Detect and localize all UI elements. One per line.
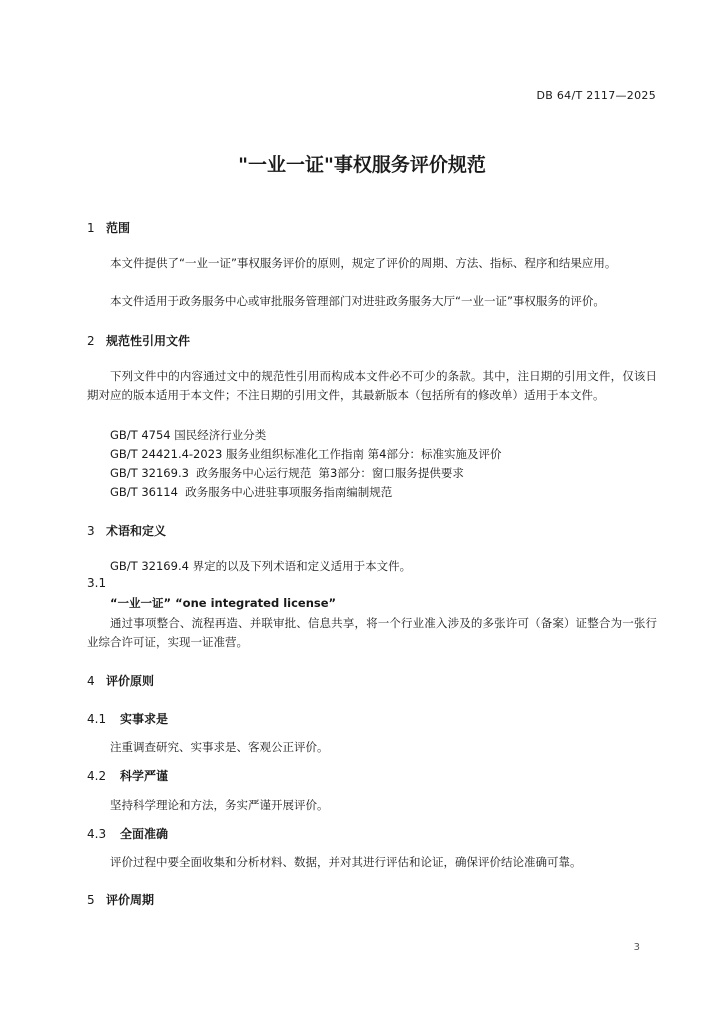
subsection-number: 4.3 [87, 827, 107, 841]
subsection-number: 4.1 [87, 712, 107, 726]
section-number: 4 [87, 674, 95, 688]
section-2-heading [87, 332, 190, 349]
section-5-heading [87, 891, 154, 908]
term-title: “一业一证” “one integrated license” [110, 596, 337, 610]
section-number: 2 [87, 334, 95, 348]
subsection-title: 全面准确 [120, 827, 169, 841]
section-1-heading [87, 219, 130, 236]
section-title: 评价原则 [106, 674, 155, 688]
subsection-title: 实事求是 [120, 712, 169, 726]
document-code: DB 64/T 2117—2025 [536, 89, 656, 102]
principle-text: 评价过程中要全面收集和分析材料、数据，并对其进行评估和论证，确保评价结论准确可靠。 [110, 855, 582, 869]
scope-paragraph-1: 本文件提供了“一业一证”事权服务评价的原则，规定了评价的周期、方法、指标、程序和结果应用。 [110, 256, 617, 270]
subsection-number: 4.2 [87, 769, 107, 783]
term-number: 3.1 [87, 576, 107, 590]
section-number: 1 [87, 221, 95, 235]
section-title: 评价周期 [106, 893, 155, 907]
subsection-4-1-heading [87, 710, 168, 727]
subsection-4-3-heading [87, 825, 168, 842]
term-definition: 通过事项整合、流程再造、并联审批、信息共享，将一个行业准入涉及的多张许可（备案）证整合为一张行业综合许可证，实现一证准营。 [87, 616, 657, 649]
section-title: 术语和定义 [106, 524, 167, 538]
section-3-heading [87, 522, 166, 539]
section-number: 5 [87, 893, 95, 907]
section-title: 范围 [106, 221, 131, 235]
reference-item: GB/T 24421.4-2023 服务业组织标准化工作指南 第4部分：标准实施及评价 [110, 447, 502, 461]
reference-item: GB/T 4754 国民经济行业分类 [110, 428, 267, 442]
subsection-4-2-heading [87, 767, 168, 784]
reference-item: GB/T 32169.3 政务服务中心运行规范 第3部分：窗口服务提供要求 [110, 466, 464, 480]
subsection-title: 科学严谨 [120, 769, 169, 783]
scope-paragraph-2: 本文件适用于政务服务中心或审批服务管理部门对进驻政务服务大厅“一业一证”事权服务的评价。 [110, 294, 605, 308]
document-title: "一业一证"事权服务评价规范 [238, 154, 486, 176]
principle-text: 坚持科学理论和方法，务实严谨开展评价。 [110, 798, 329, 812]
page-number: 3 [633, 942, 640, 953]
normative-references-paragraph: 下列文件中的内容通过文中的规范性引用而构成本文件必不可少的条款。其中，注日期的引用文件，仅该日期对应的版本适用于本文件；不注日期的引用文件，其最新版本（包括所有的修改单）适用于本文件。 [87, 369, 657, 402]
section-title: 规范性引用文件 [106, 334, 191, 348]
terms-intro-paragraph: GB/T 32169.4 界定的以及下列术语和定义适用于本文件。 [110, 559, 412, 573]
reference-item: GB/T 36114 政务服务中心进驻事项服务指南编制规范 [110, 485, 393, 499]
section-4-heading [87, 672, 154, 689]
section-number: 3 [87, 524, 95, 538]
principle-text: 注重调查研究、实事求是、客观公正评价。 [110, 740, 329, 754]
